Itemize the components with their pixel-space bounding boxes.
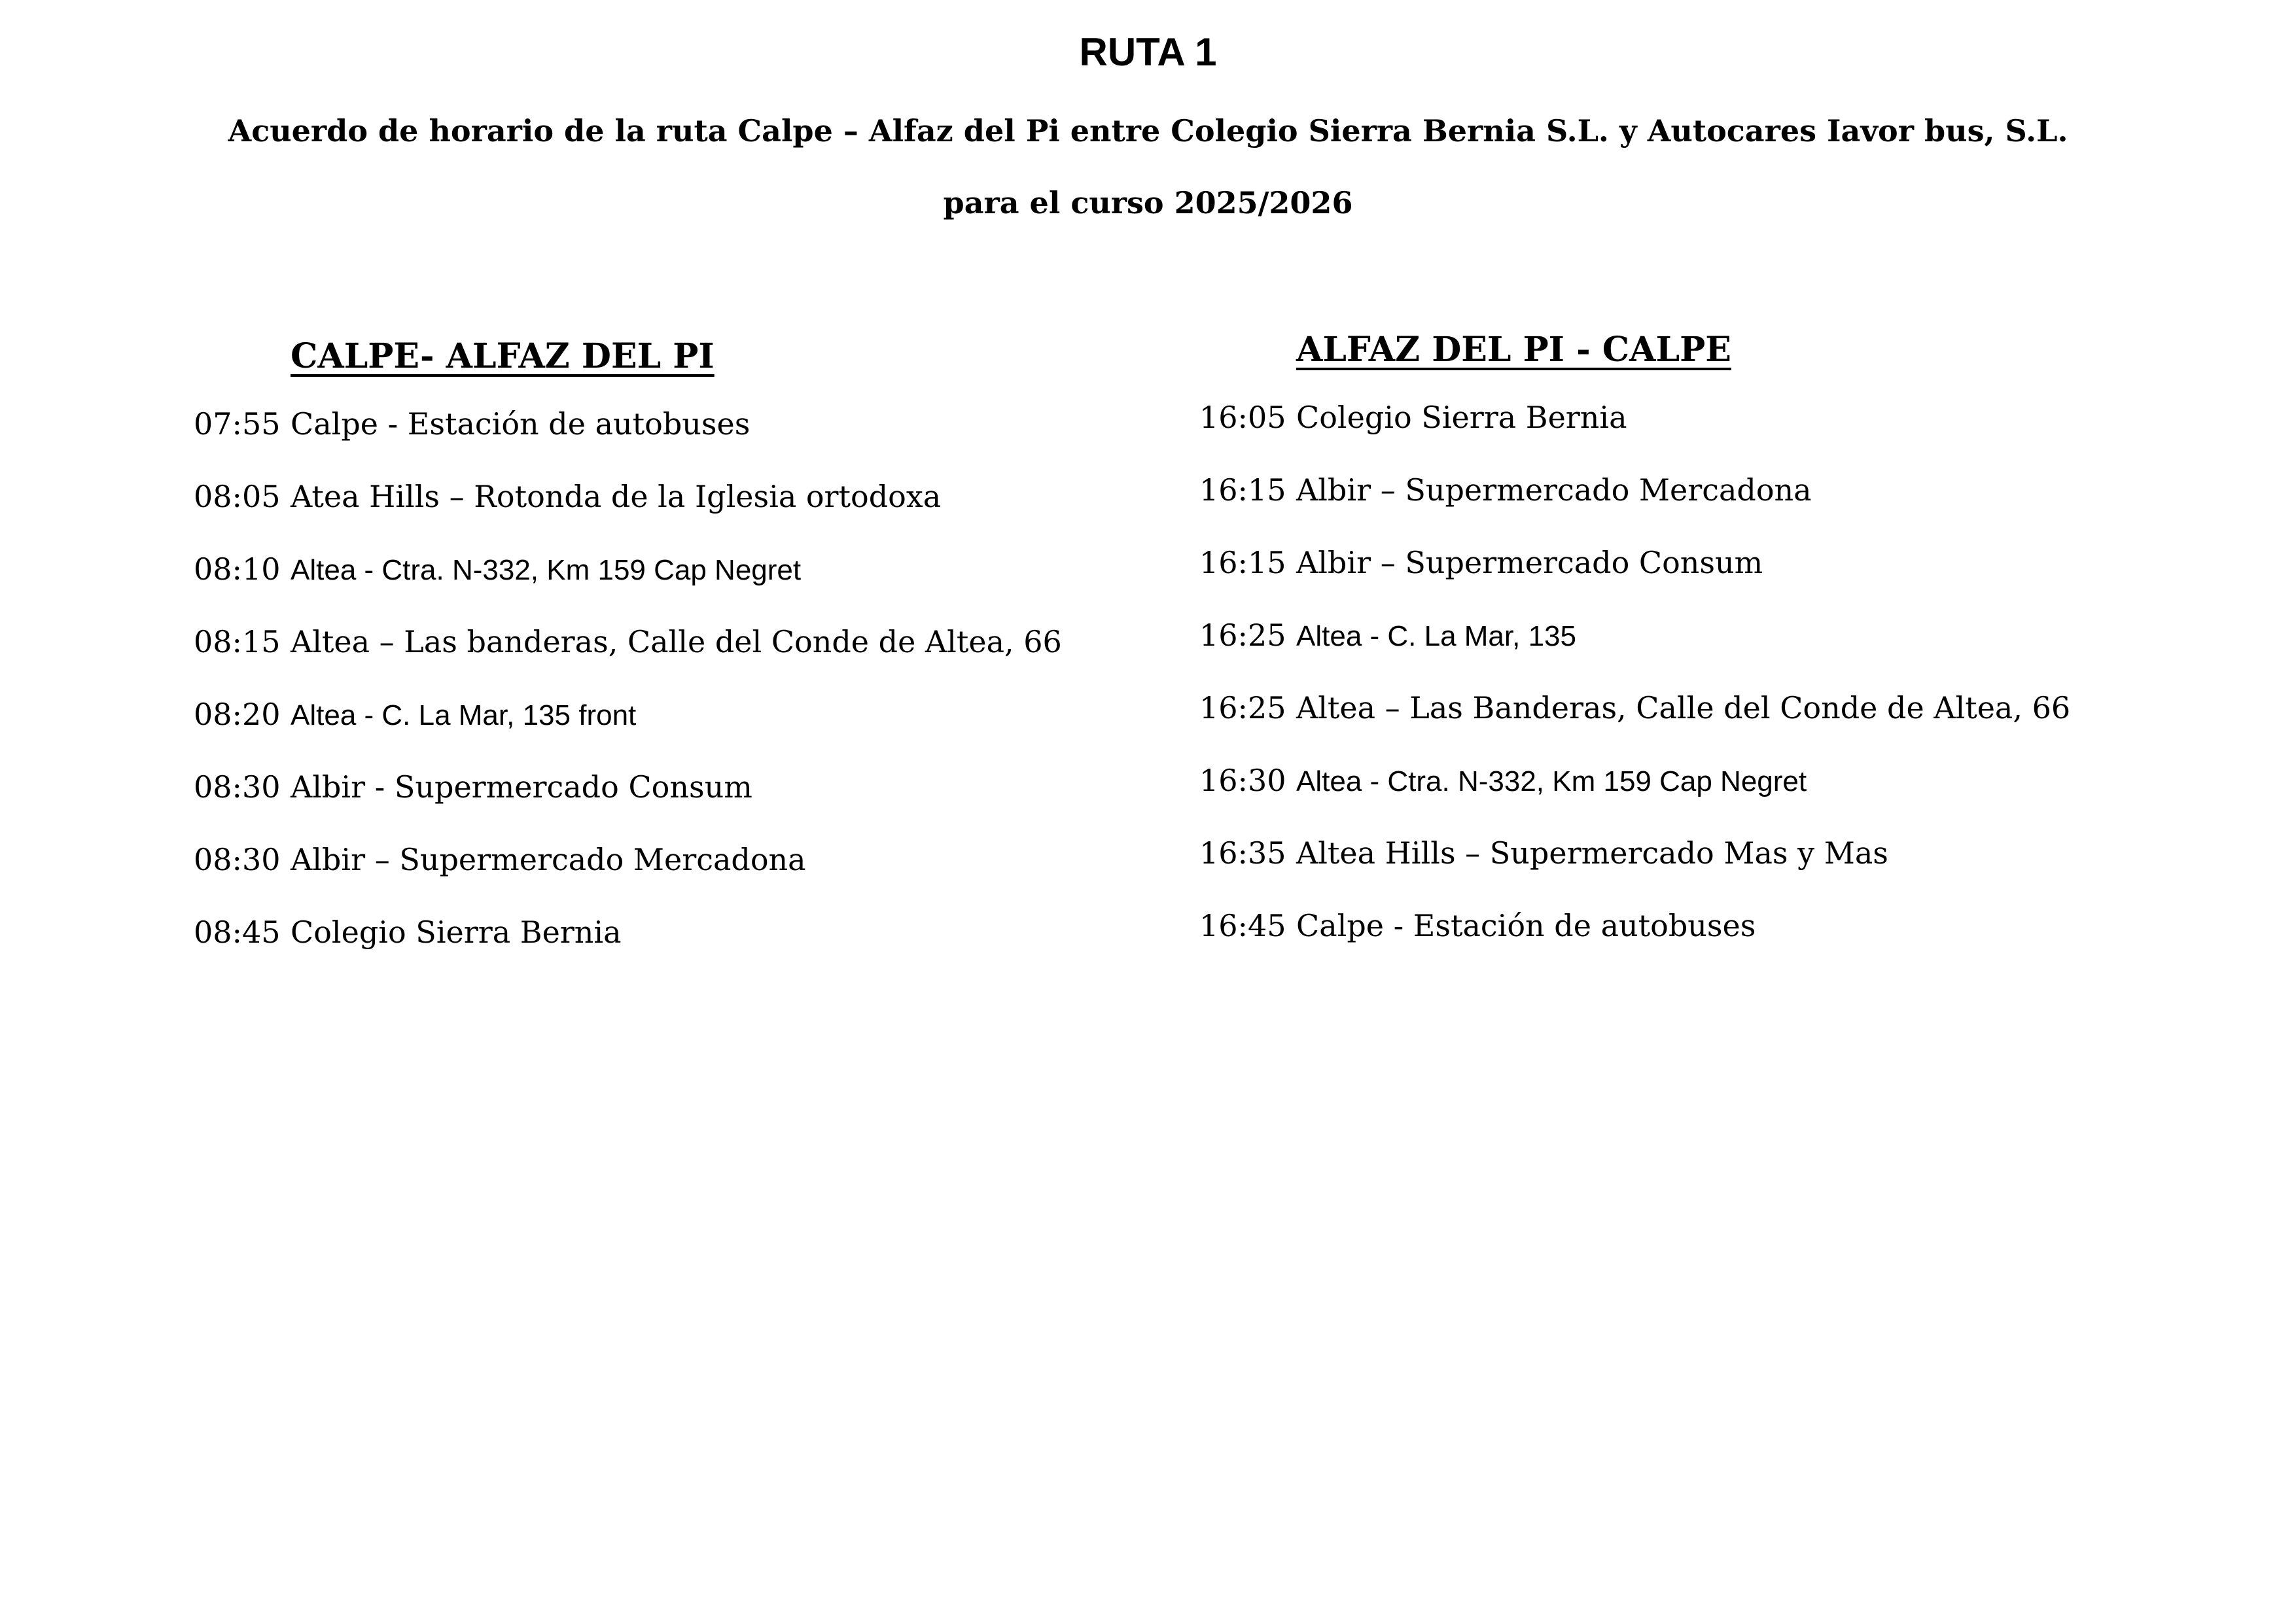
stop-place: Altea - Ctra. N-332, Km 159 Cap Negret xyxy=(1296,765,1807,797)
stop-time: 16:25 xyxy=(1199,690,1286,725)
return-stop-list xyxy=(1199,398,2246,979)
stop-time: 16:05 xyxy=(1199,400,1286,435)
stop-place: Altea Hills – Supermercado Mas y Mas xyxy=(1296,835,1888,871)
stop-row xyxy=(194,477,1110,550)
stop-row xyxy=(194,695,1110,767)
stop-row xyxy=(1199,398,2246,470)
stop-row xyxy=(1199,543,2246,616)
stop-time: 16:15 xyxy=(1199,545,1286,580)
stop-row xyxy=(1199,761,2246,833)
outbound-stop-list xyxy=(194,404,1110,985)
stop-place: Altea – Las banderas, Calle del Conde de Altea, 66 xyxy=(291,624,1062,659)
stop-place: Altea - C. La Mar, 135 xyxy=(1296,620,1576,652)
return-heading: ALFAZ DEL PI - CALPE xyxy=(1296,330,1731,370)
stop-time: 07:55 xyxy=(194,406,281,442)
stop-place: Albir – Supermercado Mercadona xyxy=(1296,472,1812,508)
stop-place: Albir - Supermercado Consum xyxy=(291,769,752,805)
stop-row xyxy=(1199,833,2246,906)
stop-place: Colegio Sierra Bernia xyxy=(291,915,622,950)
stop-time: 16:45 xyxy=(1199,908,1286,943)
stop-time: 08:15 xyxy=(194,624,281,659)
stop-row xyxy=(194,550,1110,622)
stop-time: 16:35 xyxy=(1199,835,1286,871)
course-year-subtitle: para el curso 2025/2026 xyxy=(943,185,1353,220)
stop-time: 08:45 xyxy=(194,915,281,950)
stop-time: 16:15 xyxy=(1199,472,1286,508)
stop-row xyxy=(194,767,1110,840)
stop-row xyxy=(1199,906,2246,979)
stop-row xyxy=(194,404,1110,477)
stop-row xyxy=(1199,688,2246,761)
stop-time: 16:30 xyxy=(1199,763,1286,798)
return-schedule xyxy=(1199,327,2246,979)
stop-row xyxy=(194,913,1110,985)
document-title: RUTA 1 xyxy=(1079,30,1217,74)
stop-place: Albir – Supermercado Consum xyxy=(1296,545,1763,580)
stop-place: Altea - C. La Mar, 135 front xyxy=(291,699,637,731)
stop-time: 08:30 xyxy=(194,842,281,877)
stop-row xyxy=(1199,470,2246,543)
stop-time: 08:05 xyxy=(194,479,281,514)
outbound-heading: CALPE- ALFAZ DEL PI xyxy=(291,336,715,376)
outbound-schedule xyxy=(194,334,1110,985)
stop-row xyxy=(194,840,1110,913)
stop-place: Calpe - Estación de autobuses xyxy=(291,406,751,442)
stop-time: 08:10 xyxy=(194,551,281,587)
stop-row xyxy=(1199,616,2246,688)
agreement-subtitle: Acuerdo de horario de la ruta Calpe – Alfaz del Pi entre Colegio Sierra Bernia S.L. y Autocares Iavor bus, S.L. xyxy=(228,113,2068,148)
stop-place: Altea – Las Banderas, Calle del Conde de Altea, 66 xyxy=(1296,690,2071,725)
stop-place: Calpe - Estación de autobuses xyxy=(1296,908,1756,943)
stop-place: Atea Hills – Rotonda de la Iglesia ortodoxa xyxy=(291,479,942,514)
stop-row xyxy=(194,622,1110,695)
stop-time: 16:25 xyxy=(1199,618,1286,653)
stop-time: 08:30 xyxy=(194,769,281,805)
stop-place: Colegio Sierra Bernia xyxy=(1296,400,1627,435)
stop-time: 08:20 xyxy=(194,697,281,732)
stop-place: Albir – Supermercado Mercadona xyxy=(291,842,806,877)
stop-place: Altea - Ctra. N-332, Km 159 Cap Negret xyxy=(291,554,802,586)
